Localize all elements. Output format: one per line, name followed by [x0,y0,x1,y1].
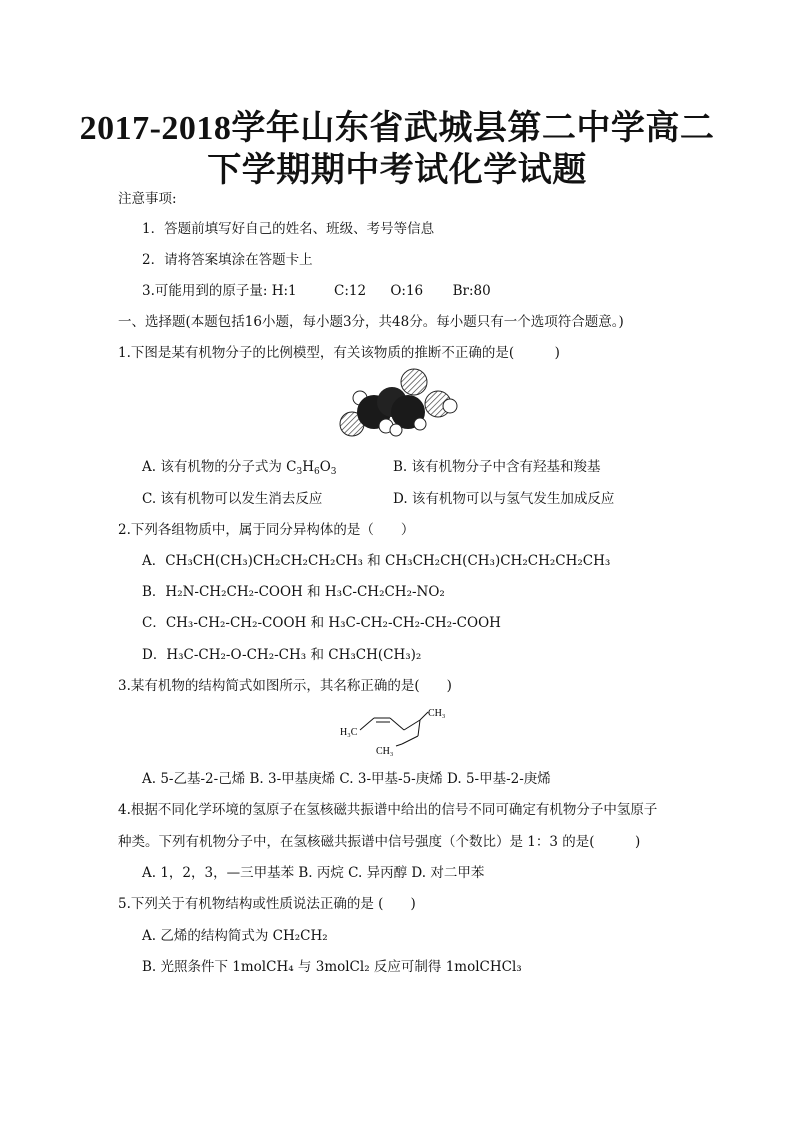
atomic-mass-o: O:16 [390,283,424,299]
q5-option-b: B. 光照条件下 1molCH₄ 与 3molCl₂ 反应可制得 1molCHCl₃ [142,959,522,975]
notice-item-2: 2．请将答案填涂在答题卡上 [142,252,313,268]
q2-option-a: A．CH₃CH(CH₃)CH₂CH₂CH₂CH₃ 和 CH₃CH₂CH(CH₃)CH₂CH₂CH₂CH₃ [142,553,611,569]
skeletal-structure-figure [340,702,460,758]
exam-title-line2: 下学期期中考试化学试题 [207,152,587,189]
struct-label-ch3-bottom: CH₃ [376,746,394,757]
atomic-mass-c: C:12 [334,283,367,299]
atomic-mass-br: Br:80 [452,283,491,299]
q2-stem: 2.下列各组物质中，属于同分异构体的是（ ） [118,522,415,538]
q3-stem: 3.某有机物的结构简式如图所示，其名称正确的是( ) [118,678,452,694]
notice-heading: 注意事项: [118,191,177,207]
q1-option-c: C. 该有机物可以发生消去反应 [142,491,323,507]
q2-option-d: D．H₃C-CH₂-O-CH₂-CH₃ 和 CH₃CH(CH₃)₂ [142,647,422,663]
q4-options: A. 1，2，3，—三甲基苯 B. 丙烷 C. 异丙醇 D. 对二甲苯 [142,865,485,881]
q3-options: A. 5-乙基-2-己烯 B. 3-甲基庚烯 C. 3-甲基-5-庚烯 D. 5-甲基-2-庚烯 [142,771,551,787]
q1-option-d: D. 该有机物可以与氢气发生加成反应 [393,491,615,507]
carbon-skeleton [360,712,428,746]
ball-model-figure [330,368,468,440]
q2-option-c: C．CH₃-CH₂-CH₂-COOH 和 H₃C-CH₂-CH₂-CH₂-COOH [142,615,501,631]
struct-label-ch3-top: CH₃ [428,708,446,719]
struct-label-h3c: H₃C [340,727,358,738]
q2-option-b: B．H₂N-CH₂CH₂-COOH 和 H₃C-CH₂CH₂-NO₂ [142,584,445,600]
atomic-mass-h: H:1 [271,283,297,299]
notice-item-3 [142,282,491,300]
q5-stem: 5.下列关于有机物结构或性质说法正确的是 ( ) [118,896,416,912]
q4-stem-line2: 种类。下列有机物分子中，在氢核磁共振谱中信号强度（个数比）是 1：3 的是( ) [118,834,641,850]
section-heading: 一、选择题(本题包括16小题，每小题3分，共48分。每小题只有一个选项符合题意。) [118,314,624,330]
notice-item-1: 1．答题前填写好自己的姓名、班级、考号等信息 [142,221,435,237]
q1-option-b: B. 该有机物分子中含有羟基和羧基 [393,459,601,475]
q1-option-a: A. 该有机物的分子式为 $C_3H_6O_3$ [142,459,337,477]
exam-title-line1: 2017-2018学年山东省武城县第二中学高二 [79,110,715,147]
q4-stem-line1: 4.根据不同化学环境的氢原子在氢核磁共振谱中给出的信号不同可确定有机物分子中氢原子 [118,802,658,818]
q1-stem: 1.下图是某有机物分子的比例模型，有关该物质的推断不正确的是( ) [118,345,560,361]
q5-option-a: A. 乙烯的结构简式为 CH₂CH₂ [142,928,328,944]
notice-item-3-prefix: 3.可能用到的原子量: [142,283,268,299]
